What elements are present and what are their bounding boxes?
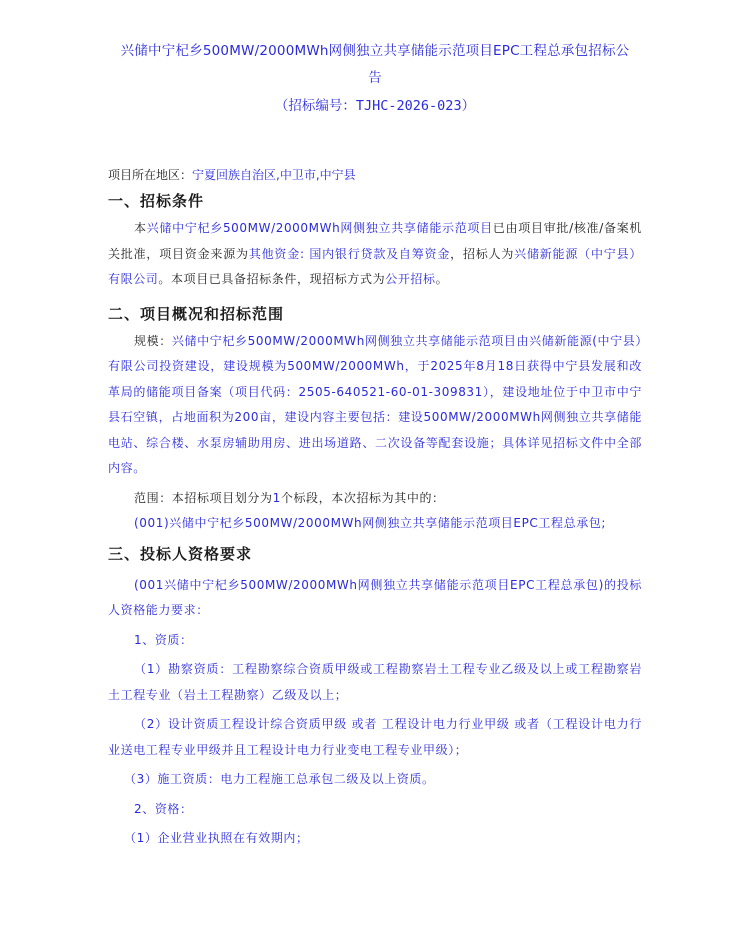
- fund-detail: 国内银行贷款及自筹资金: [309, 246, 451, 261]
- project-region: [108, 166, 642, 184]
- lot-count: 1: [272, 490, 281, 505]
- qualification-survey: （1）勘察资质：工程勘察综合资质甲级或工程勘察岩土工程专业乙级及以上或工程勘察岩土工程专业（岩土工程勘察）乙级及以上；: [108, 662, 642, 702]
- lot-item: (001)兴储中宁杞乡500MW/2000MWh网侧独立共享储能示范项目EPC工程总承包;: [134, 516, 607, 530]
- scale-text: 兴储中宁杞乡500MW/2000MWh网侧独立共享储能示范项目由兴储新能源(中宁县）有限公司投资建设，建设规模为500MW/2000MWh，于2025年8月18日获得中宁县发展和改革局的储能项目备案（项目代码：2505-640521-60-01-309831），建设地址位于中卫市中宁县石空镇，占地面积为200亩，建设内容主要包括：建设500MW/2000MWh网侧独立共享储能电站、综合楼、水泵房辅助用房、进出场道路、二次设备等配套设施；具体详见招标文件中全部内容。: [108, 333, 642, 475]
- project-name: 兴储中宁杞乡500MW/2000MWh网侧独立共享储能示范项目: [146, 221, 493, 235]
- qualification-intro: (001兴储中宁杞乡500MW/2000MWh网侧独立共享储能示范项目EPC工程总承包)的投标人资格能力要求：: [108, 577, 642, 617]
- region-value: 宁夏回族自治区,中卫市,中宁县: [192, 168, 356, 182]
- tender-code-suffix: ）: [461, 98, 476, 114]
- section-2-heading: 二、项目概况和招标范围: [108, 304, 285, 323]
- region-label: 项目所在地区：: [108, 168, 193, 182]
- fund-source: 其他资金: [248, 246, 301, 261]
- qualification-construction: （3）施工资质：电力工程施工总承包二级及以上资质。: [124, 772, 435, 786]
- qualification-design: （2）设计资质工程设计综合资质甲级 或者 工程设计电力行业甲级 或者（工程设计电力行业送电工程专业甲级并且工程设计电力行业变电工程专业甲级）；: [108, 717, 642, 757]
- qualification-business-license: （1）企业营业执照在有效期内；: [124, 831, 309, 845]
- tender-method: 公开招标: [385, 272, 436, 286]
- qualification-item-2-label: 2、资格：: [134, 801, 193, 816]
- tender-code: [108, 96, 642, 116]
- tender-code-value: TJHC-2026-023: [355, 98, 462, 114]
- project-scale-paragraph: [108, 329, 642, 482]
- document-title: [108, 38, 642, 92]
- tender-conditions-paragraph: 本兴储中宁杞乡500MW/2000MWh网侧独立共享储能示范项目已由项目审批/核准/备案机关批准，项目资金来源为其他资金: 国内银行贷款及自筹资金，招标人为兴储新能源（中宁县）有限公司。本项目已具备招标条件，现招标方式为公开招标。: [108, 221, 643, 286]
- tender-code-prefix: （招标编号：: [274, 98, 356, 114]
- scope-paragraph: 范围：本招标项目划分为1个标段，本次招标为其中的：: [134, 490, 445, 505]
- section-3-heading: 三、投标人资格要求: [108, 544, 253, 563]
- title-line-2: 告: [368, 70, 382, 86]
- scale-label: 规模：: [134, 333, 172, 348]
- document-content: [108, 38, 642, 852]
- tenderer-name: 兴储新能源（中宁县）有限公司: [108, 246, 642, 286]
- section-1-heading: 一、招标条件: [108, 192, 205, 210]
- title-line-1: 兴储中宁杞乡500MW/2000MWh网侧独立共享储能示范项目EPC工程总承包招标公: [120, 43, 630, 59]
- qualification-item-1-label: 1、资质：: [134, 632, 193, 647]
